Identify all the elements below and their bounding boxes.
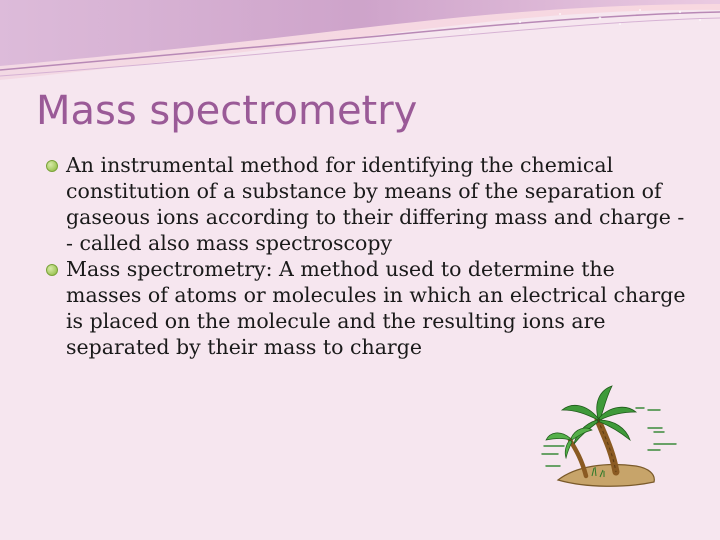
palm-island-clipart-icon (536, 380, 686, 490)
bullet-item (46, 152, 686, 256)
slide-title: Mass spectrometry (36, 88, 418, 134)
bullet-dot-icon (46, 264, 58, 276)
bullet-item (46, 256, 686, 360)
bullet-text: Mass spectrometry: A method used to determine the masses of atoms or molecules in which an electrical charge is placed on the molecule and the resulting ions are separated by their mass to charge (66, 257, 686, 359)
bullet-text: An instrumental method for identifying the chemical constitution of a substance by means of the separation of gaseous ions according to their differing mass and charge -- called also mass spectroscopy (66, 153, 685, 255)
bullet-dot-icon (46, 160, 58, 172)
header-wave-banner (0, 0, 720, 90)
bullet-list (46, 152, 686, 360)
